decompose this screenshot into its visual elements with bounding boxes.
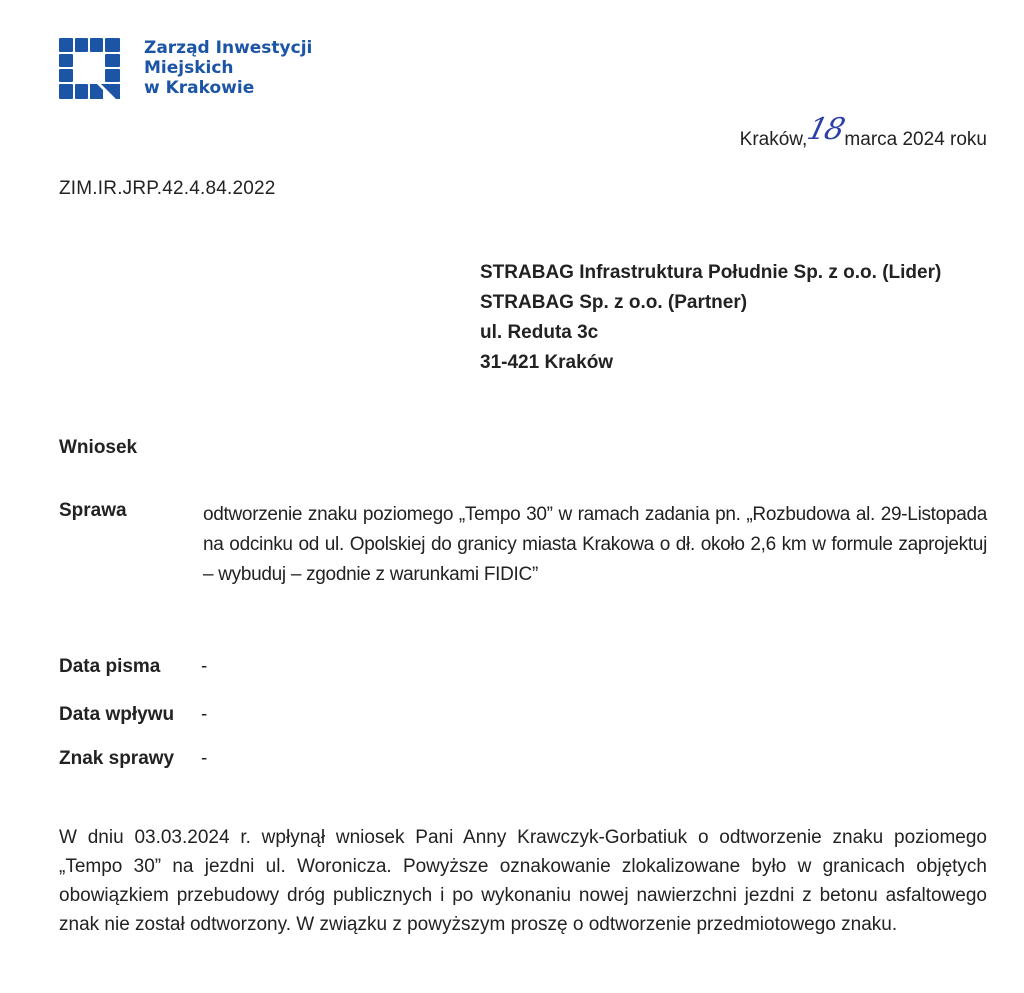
meta-row-znak-sprawy xyxy=(59,748,207,770)
meta-label: Data wpływu xyxy=(59,704,175,725)
meta-value: - xyxy=(201,704,208,725)
body-paragraph: W dniu 03.03.2024 r. wpłynął wniosek Pani Anny Krawczyk-Gorbatiuk o odtworzenie znaku poziomego „Tempo 30” na jezdni ul. Woronicza. Powyższe oznakowanie zlokalizowane było w granicach objętych obowiązkiem przebudowy dróg publicznych i po wykonaniu nowej nawierzchni jezdni z betonu asfaltowego znak nie został odtworzony. W związku z powyższym proszę o odtworzenie przedmiotowego znaku. xyxy=(59,827,987,935)
addressee-line: ul. Reduta 3c xyxy=(480,322,599,343)
zim-logo-grid-icon xyxy=(59,38,121,100)
addressee-line: STRABAG Infrastruktura Południe Sp. z o.o. (Lider) xyxy=(480,262,942,283)
meta-value: - xyxy=(201,748,208,769)
organization-name-line: Zarząd Inwestycji xyxy=(144,38,313,58)
document-type: Wniosek xyxy=(59,437,138,458)
organization-name-line: Miejskich xyxy=(144,58,234,78)
organization-name xyxy=(144,38,312,98)
addressee-line: STRABAG Sp. z o.o. (Partner) xyxy=(480,292,748,313)
date-month-year: marca 2024 roku xyxy=(844,129,987,150)
addressee-line: 31-421 Kraków xyxy=(480,352,614,373)
addressee-block xyxy=(480,258,941,378)
meta-label: Data pisma xyxy=(59,656,161,677)
meta-row-data-pisma xyxy=(59,656,207,678)
meta-label: Znak sprawy xyxy=(59,748,175,769)
organization-name-line: w Krakowie xyxy=(144,78,255,98)
reference-number: ZIM.IR.JRP.42.4.84.2022 xyxy=(59,178,276,199)
subject-row xyxy=(59,500,987,590)
subject-value: odtworzenie znaku poziomego „Tempo 30” w ramach zadania pn. „Rozbudowa al. 29-Listopada na odcinku od ul. Opolskiej do granicy miasta Krakowa o dł. około 2,6 km w formule zaprojektuj – wybuduj – zgodnie z warunkami FIDIC” xyxy=(203,504,987,585)
date-day-handwritten: 18 xyxy=(803,112,847,147)
subject-label: Sprawa xyxy=(59,500,127,521)
letter-date xyxy=(739,112,987,153)
meta-value: - xyxy=(201,656,208,677)
meta-row-data-wplywu xyxy=(59,704,207,726)
date-place: Kraków, xyxy=(739,129,808,150)
